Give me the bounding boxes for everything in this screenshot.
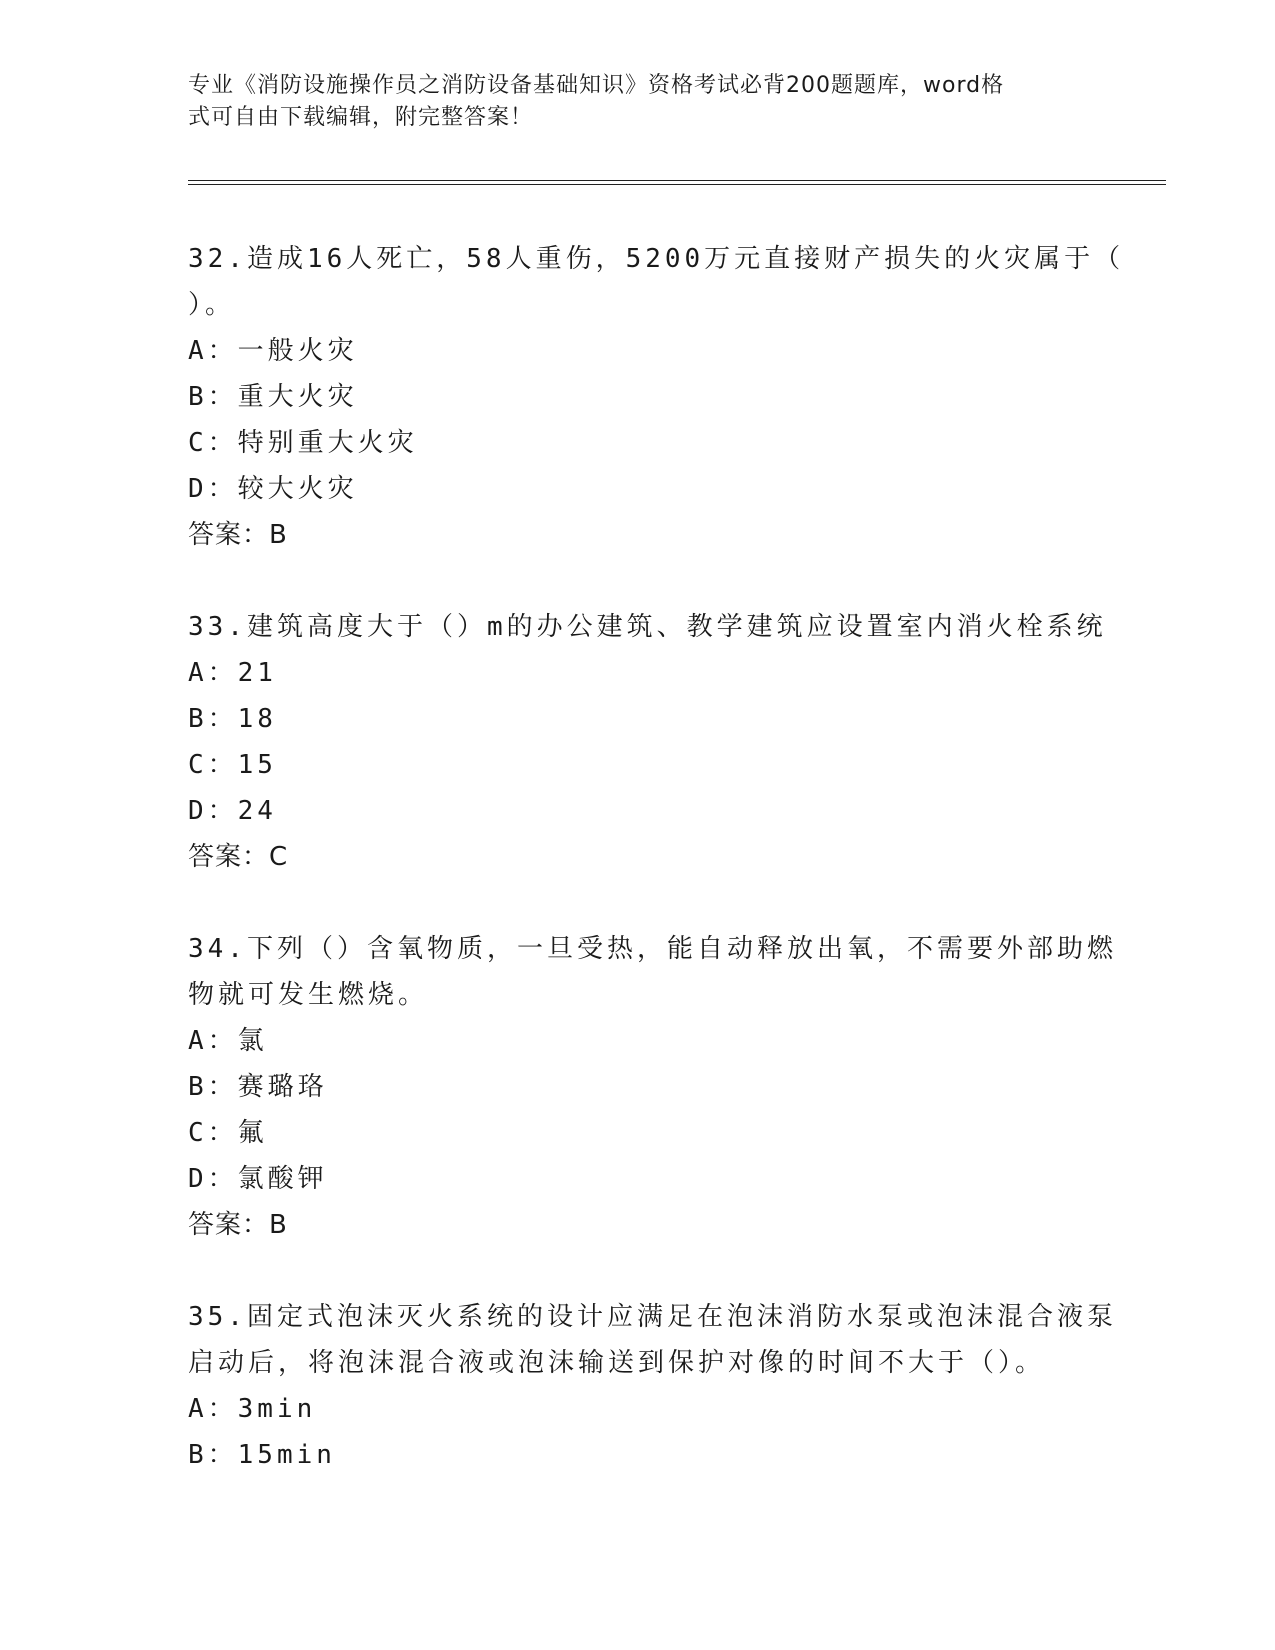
answer-line: 答案：B [188,1210,288,1240]
header-divider-bottom [188,184,1166,185]
document-header [188,70,1088,134]
answer-line: 答案：B [188,520,288,550]
option-c: C：特别重大火灾 [188,428,418,458]
question-stem-line: 35.固定式泡沫灭火系统的设计应满足在泡沫消防水泵或泡沫混合液泵 [188,1302,1117,1332]
question-stem-line: ）。 [188,290,236,320]
question-stem-line: 启动后，将泡沫混合液或泡沫输送到保护对像的时间不大于（）。 [188,1348,1046,1378]
header-line-2: 式可自由下载编辑，附完整答案！ [188,105,534,130]
option-d: D：24 [188,796,277,826]
option-d: D：氯酸钾 [188,1164,328,1194]
option-b: B：重大火灾 [188,382,358,412]
option-d: D：较大火灾 [188,474,358,504]
option-b: B：18 [188,704,277,734]
question-33 [188,604,1107,880]
question-stem-line: 33.建筑高度大于（）m的办公建筑、教学建筑应设置室内消火栓系统 [188,612,1107,642]
option-c: C：氟 [188,1118,268,1148]
question-32 [188,236,1125,558]
question-35 [188,1294,1117,1478]
answer-line: 答案：C [188,842,289,872]
option-a: A：3min [188,1394,317,1424]
question-stem-line: 34.下列（）含氧物质，一旦受热，能自动释放出氧，不需要外部助燃 [188,934,1117,964]
option-c: C：15 [188,750,277,780]
header-divider-top [188,180,1166,181]
question-stem-line: 32.造成16人死亡，58人重伤，5200万元直接财产损失的火灾属于（ [188,244,1125,274]
option-b: B：赛璐珞 [188,1072,328,1102]
question-stem-line: 物就可发生燃烧。 [188,980,429,1010]
option-a: A：21 [188,658,277,688]
option-a: A：一般火灾 [188,336,358,366]
option-b: B：15min [188,1440,336,1470]
option-a: A：氯 [188,1026,268,1056]
question-34 [188,926,1117,1248]
header-line-1: 专业《消防设施操作员之消防设备基础知识》资格考试必背200题题库，word格 [188,73,1005,98]
